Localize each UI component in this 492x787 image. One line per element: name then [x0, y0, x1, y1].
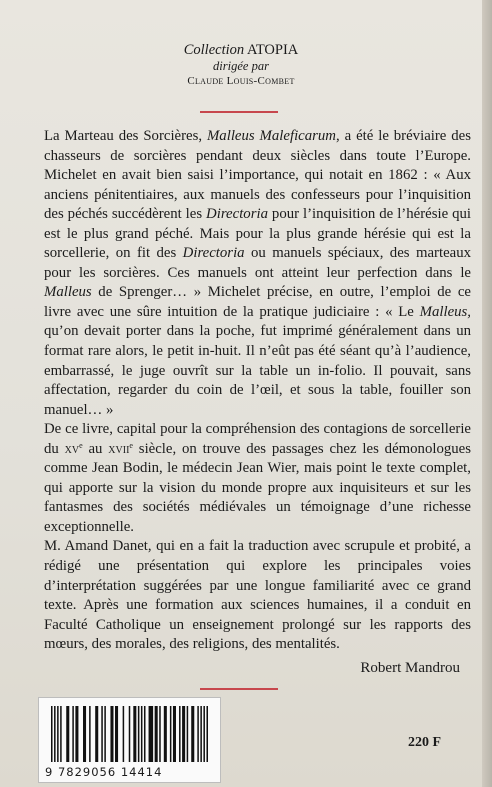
barcode-bar: [133, 706, 136, 762]
barcode-bar: [83, 706, 86, 762]
barcode-bar: [51, 706, 53, 762]
collection-line: [0, 41, 482, 59]
barcode-bar: [138, 706, 140, 762]
text-span: pour l’inquisition de l’hérésie qui est le plus grand péché. Mais pour la plus grande hérésie qui est la sorcellerie, on fit des: [44, 206, 471, 262]
barcode-bar: [110, 706, 113, 762]
text-span: siècle, on trouve des passages chez les démonologues comme Jean Bodin, le médecin Jean Wier, mais point le texte complet, qui apporte sur la vision du monde propre aux inquisiteurs et sur les fantasmes des sociétés médiévales un témoignage d’une richesse exceptionnelle.: [44, 440, 471, 535]
top-divider: [200, 111, 278, 113]
barcode-bar: [182, 706, 185, 762]
book-title-latin: Malleus Maleficarum: [206, 128, 336, 144]
barcode-bar: [95, 706, 98, 762]
directed-by: dirigée par: [213, 59, 269, 74]
barcode-bar: [206, 706, 208, 762]
paragraph-3: M. Amand Danet, qui en a fait la traduction avec scrupule et probité, a rédigé une présentation qui explore les principales voies d’interprétation suggérées par une longue familiarité avec ce grand texte. Après une formation aux sciences humaines, il a conduit en Faculté Catholique un enseignement prolongé sur les rapports des mœurs, des morales, des religions, des mentalités.: [44, 538, 471, 653]
paragraph-1: [44, 127, 471, 420]
italic-term: Directoria: [206, 206, 268, 223]
barcode-bar: [72, 706, 74, 762]
text-span: ou manuels spéciaux, des marteaux pour les sorcières. Ces manuels ont atteint leur perfection dans le: [44, 245, 471, 281]
barcode-bar: [60, 706, 62, 762]
barcode-bar: [164, 706, 167, 762]
text-span: de Sprenger… » Michelet précise, en outre, l’emploi de ce livre avec une sûre intuition de la pratique judiciaire : « Le: [44, 284, 471, 320]
paragraph-2: [44, 420, 471, 537]
barcode-bar: [155, 706, 158, 762]
barcode-bar: [170, 706, 172, 762]
italic-term: Directoria: [182, 245, 245, 262]
barcode-bar: [179, 706, 181, 762]
collection-name: ATOPIA: [246, 42, 299, 58]
italic-term: Malleus,: [419, 303, 471, 320]
cover-edge: [482, 0, 492, 787]
barcode-bar: [123, 706, 125, 762]
barcode-bar: [75, 706, 78, 762]
superscript: e: [129, 440, 133, 450]
barcode-bar: [144, 706, 146, 762]
barcode-bar: [89, 706, 91, 762]
series-director: Claude Louis-Combet: [187, 74, 295, 87]
superscript: e: [79, 440, 83, 450]
isbn-barcode: [38, 697, 221, 783]
italic-term: Malleus: [44, 284, 92, 301]
century-numeral: xvii: [108, 440, 130, 457]
blurb-text: [44, 127, 471, 655]
barcode-bar: [101, 706, 103, 762]
series-header: [0, 41, 482, 89]
barcode-bar: [149, 706, 154, 762]
barcode-bar: [173, 706, 176, 762]
barcode-bar: [57, 706, 59, 762]
barcode-bar: [141, 706, 143, 762]
barcode-bar: [191, 706, 194, 762]
barcode-bar: [159, 706, 161, 762]
price-label: 220 F: [408, 735, 442, 750]
barcode-bar: [200, 706, 202, 762]
text-span: qu’on devait porter dans la poche, fut imprimé généralement dans un format rare alors, le petit in-huit. Il n’eût pas été séant qu’à l’audience, embarrassé, le juge ouvrît sur la table un in-folio. Il pouvait, sans affectation, regarder du coin de l’œil, et sous la table, fouiller son manuel… »: [44, 323, 471, 418]
text-span: De ce livre, capital pour la compréhension des contagions de sorcellerie du: [44, 421, 471, 457]
text-span: au: [82, 440, 109, 457]
barcode-bar: [197, 706, 199, 762]
barcode-bar: [129, 706, 131, 762]
barcode-number: 9 7829056 14414: [45, 765, 163, 779]
collection-prefix: Collection: [183, 42, 245, 58]
barcode-bar: [187, 706, 189, 762]
barcode-bar: [115, 706, 118, 762]
century-numeral: xv: [64, 440, 80, 457]
barcode-bar: [104, 706, 106, 762]
barcode-bar: [66, 706, 69, 762]
barcode-bar: [203, 706, 205, 762]
author-signature: Robert Mandrou: [360, 660, 460, 676]
bottom-divider: [200, 688, 278, 690]
barcode-bars: [51, 706, 208, 762]
text-span: , a été le bréviaire des chasseurs de sorcières pendant deux siècles dans toute l’Europe. Michelet en avait bien saisi l’importance, qui notait en 1862 : « Aux anciens pénitentiaires, aux manuels des confesseurs pour l’inquisition des péchés succédèrent les: [44, 128, 471, 223]
barcode-bar: [54, 706, 56, 762]
text-span: La Marteau des Sorcières,: [44, 128, 207, 144]
